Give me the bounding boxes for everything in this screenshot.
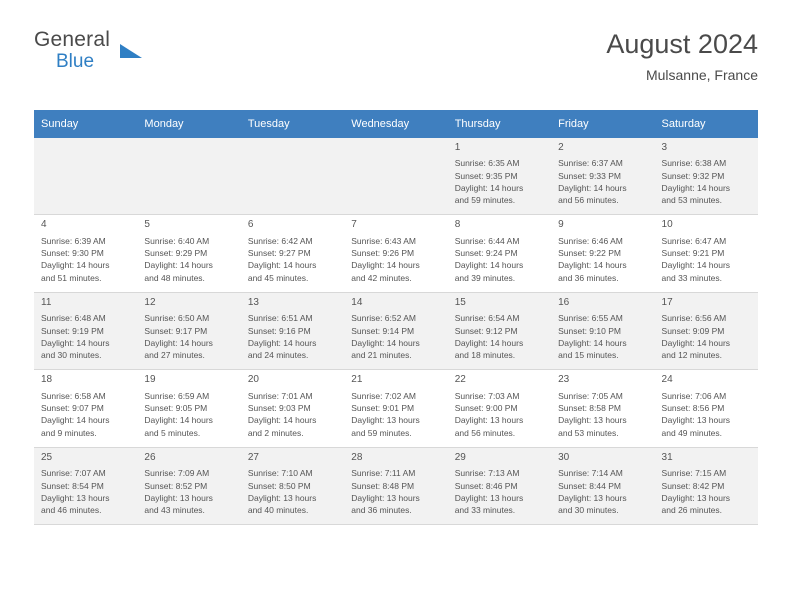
- day-number: 1: [454, 142, 461, 153]
- daylight-text-line1: Daylight: 13 hours: [454, 492, 524, 503]
- calendar-cell-empty: [34, 138, 137, 215]
- day-info: [248, 235, 337, 284]
- sunrise-text: Sunrise: 7:13 AM: [454, 468, 520, 479]
- day-number: 7: [351, 219, 357, 231]
- day-info: [662, 390, 751, 439]
- day-number: 26: [144, 451, 156, 463]
- sunrise-text: Sunrise: 7:02 AM: [351, 390, 416, 401]
- day-info: [144, 235, 233, 284]
- daylight-text-line1: Daylight: 14 hours: [558, 182, 627, 193]
- calendar-day-cell[interactable]: [344, 215, 447, 292]
- day-number: 13: [247, 296, 259, 308]
- daylight-text-line1: Daylight: 13 hours: [351, 415, 420, 426]
- sunrise-text: Sunrise: 6:46 AM: [558, 235, 623, 246]
- daylight-text-line2: and 45 minutes.: [247, 272, 309, 283]
- daylight-text-line1: Daylight: 13 hours: [351, 492, 420, 503]
- sunset-text: Sunset: 9:03 PM: [247, 403, 311, 414]
- sunset-text: Sunset: 9:14 PM: [351, 325, 415, 336]
- daylight-text-line2: and 2 minutes.: [247, 427, 304, 438]
- daylight-text-line1: Daylight: 14 hours: [661, 182, 731, 193]
- daylight-text-line1: Daylight: 13 hours: [454, 415, 524, 426]
- calendar-day-cell[interactable]: [655, 138, 758, 215]
- sunset-text: Sunset: 8:50 PM: [247, 480, 311, 491]
- weekday-header-monday: Monday: [137, 110, 240, 138]
- daylight-text-line2: and 26 minutes.: [661, 505, 723, 516]
- sunset-text: Sunset: 8:54 PM: [41, 480, 104, 491]
- sunset-text: Sunset: 9:27 PM: [247, 248, 311, 259]
- sunrise-text: Sunrise: 7:01 AM: [247, 390, 313, 401]
- day-info: [41, 312, 130, 361]
- daylight-text-line2: and 39 minutes.: [454, 272, 516, 283]
- daylight-text-line1: Daylight: 14 hours: [144, 415, 213, 426]
- sunset-text: Sunset: 9:21 PM: [661, 248, 725, 259]
- daylight-text-line2: and 30 minutes.: [558, 505, 619, 516]
- daylight-text-line2: and 21 minutes.: [351, 350, 412, 361]
- sunset-text: Sunset: 9:19 PM: [41, 325, 104, 336]
- day-number: 5: [144, 219, 150, 231]
- daylight-text-line1: Daylight: 14 hours: [661, 260, 731, 271]
- daylight-text-line1: Daylight: 13 hours: [144, 492, 213, 503]
- sunset-text: Sunset: 8:42 PM: [661, 480, 725, 491]
- day-info: [351, 467, 440, 516]
- daylight-text-line2: and 27 minutes.: [144, 350, 205, 361]
- sunset-text: Sunset: 8:52 PM: [144, 480, 208, 491]
- day-info: [248, 312, 337, 361]
- day-info: [351, 312, 440, 361]
- calendar-day-cell[interactable]: [137, 292, 240, 369]
- sunrise-text: Sunrise: 7:14 AM: [558, 468, 623, 479]
- sunrise-text: Sunrise: 6:56 AM: [661, 313, 727, 324]
- sunset-text: Sunset: 9:16 PM: [247, 325, 311, 336]
- sunrise-text: Sunrise: 6:35 AM: [454, 158, 520, 169]
- sunrise-text: Sunrise: 6:50 AM: [144, 313, 210, 324]
- calendar-day-cell[interactable]: [448, 215, 551, 292]
- calendar-day-cell[interactable]: [344, 447, 447, 524]
- calendar-week-row: [34, 138, 758, 215]
- daylight-text-line2: and 56 minutes.: [454, 427, 516, 438]
- daylight-text-line2: and 53 minutes.: [558, 427, 619, 438]
- day-number: 20: [247, 374, 259, 386]
- daylight-text-line2: and 59 minutes.: [454, 195, 516, 206]
- sunset-text: Sunset: 9:09 PM: [661, 325, 725, 336]
- sunset-text: Sunset: 9:22 PM: [558, 248, 621, 259]
- day-number: 19: [144, 374, 156, 386]
- day-info: [351, 390, 440, 439]
- sunrise-text: Sunrise: 6:40 AM: [144, 235, 210, 246]
- calendar-day-cell[interactable]: [137, 215, 240, 292]
- weekday-header-sunday: Sunday: [34, 110, 137, 138]
- day-number: 31: [661, 451, 673, 463]
- calendar-day-cell[interactable]: [551, 447, 654, 524]
- sunrise-text: Sunrise: 6:48 AM: [41, 313, 106, 324]
- day-number: 22: [454, 374, 466, 386]
- calendar-day-cell[interactable]: [241, 370, 344, 447]
- day-info: [662, 467, 751, 516]
- sunrise-text: Sunrise: 7:15 AM: [661, 468, 727, 479]
- calendar-day-cell[interactable]: [34, 215, 137, 292]
- sunset-text: Sunset: 9:33 PM: [558, 170, 621, 181]
- calendar-day-cell[interactable]: [34, 292, 137, 369]
- daylight-text-line1: Daylight: 14 hours: [351, 260, 420, 271]
- sunrise-text: Sunrise: 7:09 AM: [144, 468, 210, 479]
- day-number: 18: [41, 374, 53, 386]
- sunrise-text: Sunrise: 7:11 AM: [351, 468, 416, 479]
- daylight-text-line2: and 49 minutes.: [661, 427, 723, 438]
- title-block: [606, 28, 758, 86]
- logo-triangle-icon: [120, 44, 142, 58]
- sunset-text: Sunset: 8:46 PM: [454, 480, 518, 491]
- calendar-day-cell[interactable]: [448, 370, 551, 447]
- sunrise-text: Sunrise: 6:51 AM: [247, 313, 313, 324]
- daylight-text-line2: and 59 minutes.: [351, 427, 412, 438]
- day-info: [455, 312, 544, 361]
- daylight-text-line2: and 43 minutes.: [144, 505, 205, 516]
- weekday-header-thursday: Thursday: [448, 110, 551, 138]
- daylight-text-line2: and 18 minutes.: [454, 350, 516, 361]
- sunset-text: Sunset: 9:12 PM: [454, 325, 518, 336]
- day-info: [41, 390, 130, 439]
- daylight-text-line1: Daylight: 14 hours: [41, 337, 110, 348]
- sunset-text: Sunset: 9:01 PM: [351, 403, 415, 414]
- sunset-text: Sunset: 9:05 PM: [144, 403, 208, 414]
- sunrise-text: Sunrise: 6:44 AM: [454, 235, 520, 246]
- sunrise-text: Sunrise: 6:47 AM: [661, 235, 727, 246]
- daylight-text-line2: and 51 minutes.: [41, 272, 102, 283]
- day-number: 30: [558, 451, 570, 463]
- daylight-text-line2: and 12 minutes.: [661, 350, 723, 361]
- sunset-text: Sunset: 9:26 PM: [351, 248, 415, 259]
- day-number: 6: [247, 219, 254, 231]
- daylight-text-line2: and 30 minutes.: [41, 350, 102, 361]
- sunset-text: Sunset: 8:48 PM: [351, 480, 415, 491]
- calendar-week-row: [34, 447, 758, 524]
- sunrise-text: Sunrise: 7:05 AM: [558, 390, 623, 401]
- day-number: 25: [41, 451, 53, 463]
- daylight-text-line1: Daylight: 14 hours: [558, 337, 627, 348]
- day-number: 29: [454, 451, 466, 463]
- sunrise-text: Sunrise: 7:10 AM: [247, 468, 313, 479]
- page-subtitle-location: Mulsanne, France: [645, 67, 758, 83]
- sunrise-text: Sunrise: 6:55 AM: [558, 313, 623, 324]
- daylight-text-line1: Daylight: 13 hours: [661, 415, 731, 426]
- day-number: 12: [144, 296, 156, 308]
- sunset-text: Sunset: 9:24 PM: [454, 248, 518, 259]
- day-number: 2: [558, 142, 564, 153]
- calendar-week-row: [34, 215, 758, 292]
- day-info: [558, 467, 647, 516]
- sunrise-text: Sunrise: 6:38 AM: [661, 158, 727, 169]
- weekday-header-saturday: Saturday: [655, 110, 758, 138]
- calendar-cell-empty: [137, 138, 240, 215]
- calendar-day-cell[interactable]: [241, 292, 344, 369]
- daylight-text-line1: Daylight: 13 hours: [41, 492, 110, 503]
- daylight-text-line1: Daylight: 14 hours: [41, 260, 110, 271]
- sunset-text: Sunset: 8:44 PM: [558, 480, 621, 491]
- day-number: 24: [661, 374, 673, 386]
- day-info: [41, 235, 130, 284]
- daylight-text-line1: Daylight: 14 hours: [454, 182, 524, 193]
- daylight-text-line1: Daylight: 14 hours: [144, 337, 213, 348]
- calendar-day-cell[interactable]: [137, 447, 240, 524]
- daylight-text-line1: Daylight: 14 hours: [41, 415, 110, 426]
- daylight-text-line2: and 40 minutes.: [247, 505, 309, 516]
- calendar-week-row: [34, 292, 758, 369]
- daylight-text-line1: Daylight: 13 hours: [558, 492, 627, 503]
- sunrise-text: Sunrise: 7:03 AM: [454, 390, 520, 401]
- daylight-text-line2: and 46 minutes.: [41, 505, 102, 516]
- sunrise-text: Sunrise: 6:43 AM: [351, 235, 416, 246]
- daylight-text-line2: and 53 minutes.: [661, 195, 723, 206]
- daylight-text-line1: Daylight: 14 hours: [454, 337, 524, 348]
- sunrise-text: Sunrise: 6:39 AM: [41, 235, 106, 246]
- logo-text-blue: Blue: [56, 51, 95, 72]
- day-info: [144, 312, 233, 361]
- calendar-table: [34, 110, 758, 525]
- daylight-text-line1: Daylight: 14 hours: [661, 337, 731, 348]
- day-number: 28: [351, 451, 363, 463]
- calendar-day-cell[interactable]: [344, 370, 447, 447]
- weekday-header-wednesday: Wednesday: [344, 110, 447, 138]
- day-number: 14: [351, 296, 363, 308]
- day-number: 21: [351, 374, 363, 386]
- sunrise-text: Sunrise: 6:42 AM: [247, 235, 313, 246]
- calendar-day-cell[interactable]: [655, 292, 758, 369]
- daylight-text-line2: and 33 minutes.: [454, 505, 516, 516]
- day-info: [455, 235, 544, 284]
- daylight-text-line1: Daylight: 14 hours: [247, 337, 317, 348]
- daylight-text-line2: and 48 minutes.: [144, 272, 205, 283]
- calendar-body: [34, 138, 758, 525]
- calendar-day-cell[interactable]: [551, 215, 654, 292]
- daylight-text-line1: Daylight: 13 hours: [247, 492, 317, 503]
- calendar-day-cell[interactable]: [344, 292, 447, 369]
- daylight-text-line1: Daylight: 13 hours: [661, 492, 731, 503]
- day-number: 8: [454, 219, 461, 231]
- calendar-day-cell[interactable]: [551, 370, 654, 447]
- sunrise-text: Sunrise: 7:06 AM: [661, 390, 727, 401]
- day-number: 3: [661, 142, 668, 153]
- daylight-text-line2: and 9 minutes.: [41, 427, 97, 438]
- day-info: [662, 312, 751, 361]
- sunrise-text: Sunrise: 6:37 AM: [558, 158, 623, 169]
- daylight-text-line1: Daylight: 13 hours: [558, 415, 627, 426]
- calendar-cell-empty: [241, 138, 344, 215]
- daylight-text-line2: and 15 minutes.: [558, 350, 619, 361]
- page-header: [34, 0, 758, 96]
- daylight-text-line2: and 42 minutes.: [351, 272, 412, 283]
- calendar-day-cell[interactable]: [241, 215, 344, 292]
- day-info: [662, 157, 751, 206]
- day-number: 23: [558, 374, 570, 386]
- daylight-text-line2: and 24 minutes.: [247, 350, 309, 361]
- calendar-day-cell[interactable]: [551, 292, 654, 369]
- calendar-day-cell[interactable]: [655, 370, 758, 447]
- day-info: [351, 235, 440, 284]
- calendar-day-cell[interactable]: [34, 370, 137, 447]
- day-info: [144, 390, 233, 439]
- daylight-text-line1: Daylight: 14 hours: [144, 260, 213, 271]
- weekday-header-tuesday: Tuesday: [241, 110, 344, 138]
- day-info: [455, 157, 544, 206]
- calendar-day-cell[interactable]: [448, 138, 551, 215]
- daylight-text-line1: Daylight: 14 hours: [247, 260, 317, 271]
- day-info: [248, 467, 337, 516]
- sunrise-text: Sunrise: 6:58 AM: [41, 390, 106, 401]
- calendar-day-cell[interactable]: [34, 447, 137, 524]
- calendar-day-cell[interactable]: [655, 215, 758, 292]
- page-title: August 2024: [606, 29, 758, 59]
- calendar-day-cell[interactable]: [241, 447, 344, 524]
- sunset-text: Sunset: 9:10 PM: [558, 325, 621, 336]
- logo-text-general: General: [34, 28, 111, 51]
- calendar-week-row: [34, 370, 758, 447]
- sunrise-text: Sunrise: 6:54 AM: [454, 313, 520, 324]
- sunrise-text: Sunrise: 6:52 AM: [351, 313, 416, 324]
- sunset-text: Sunset: 9:30 PM: [41, 248, 104, 259]
- daylight-text-line1: Daylight: 14 hours: [454, 260, 524, 271]
- calendar-day-cell[interactable]: [448, 292, 551, 369]
- calendar-header-row: [34, 110, 758, 138]
- daylight-text-line2: and 36 minutes.: [558, 272, 619, 283]
- day-info: [144, 467, 233, 516]
- day-number: 10: [661, 219, 673, 231]
- day-info: [455, 467, 544, 516]
- daylight-text-line1: Daylight: 14 hours: [558, 260, 627, 271]
- sunset-text: Sunset: 9:07 PM: [41, 403, 104, 414]
- day-number: 16: [558, 296, 570, 308]
- daylight-text-line2: and 5 minutes.: [144, 427, 201, 438]
- calendar-cell-empty: [344, 138, 447, 215]
- sunrise-text: Sunrise: 7:07 AM: [41, 468, 106, 479]
- calendar-day-cell[interactable]: [448, 447, 551, 524]
- daylight-text-line2: and 36 minutes.: [351, 505, 412, 516]
- day-number: 4: [41, 219, 47, 231]
- day-info: [558, 390, 647, 439]
- calendar-day-cell[interactable]: [137, 370, 240, 447]
- general-blue-logo: [34, 28, 154, 78]
- day-number: 17: [661, 296, 673, 308]
- day-info: [558, 157, 647, 206]
- weekday-header-friday: Friday: [551, 110, 654, 138]
- daylight-text-line2: and 33 minutes.: [661, 272, 723, 283]
- sunset-text: Sunset: 8:56 PM: [661, 403, 725, 414]
- day-number: 9: [558, 219, 564, 231]
- daylight-text-line1: Daylight: 14 hours: [351, 337, 420, 348]
- sunset-text: Sunset: 9:32 PM: [661, 170, 725, 181]
- sunset-text: Sunset: 8:58 PM: [558, 403, 621, 414]
- calendar-day-cell[interactable]: [655, 447, 758, 524]
- day-number: 11: [41, 296, 52, 308]
- day-info: [662, 235, 751, 284]
- day-number: 27: [247, 451, 259, 463]
- day-info: [455, 390, 544, 439]
- day-number: 15: [454, 296, 466, 308]
- sunset-text: Sunset: 9:29 PM: [144, 248, 208, 259]
- calendar-day-cell[interactable]: [551, 138, 654, 215]
- day-info: [558, 312, 647, 361]
- day-info: [558, 235, 647, 284]
- sunrise-text: Sunrise: 6:59 AM: [144, 390, 210, 401]
- daylight-text-line2: and 56 minutes.: [558, 195, 619, 206]
- daylight-text-line1: Daylight: 14 hours: [247, 415, 317, 426]
- sunset-text: Sunset: 9:17 PM: [144, 325, 208, 336]
- day-info: [41, 467, 130, 516]
- sunset-text: Sunset: 9:35 PM: [454, 170, 518, 181]
- sunset-text: Sunset: 9:00 PM: [454, 403, 518, 414]
- day-info: [248, 390, 337, 439]
